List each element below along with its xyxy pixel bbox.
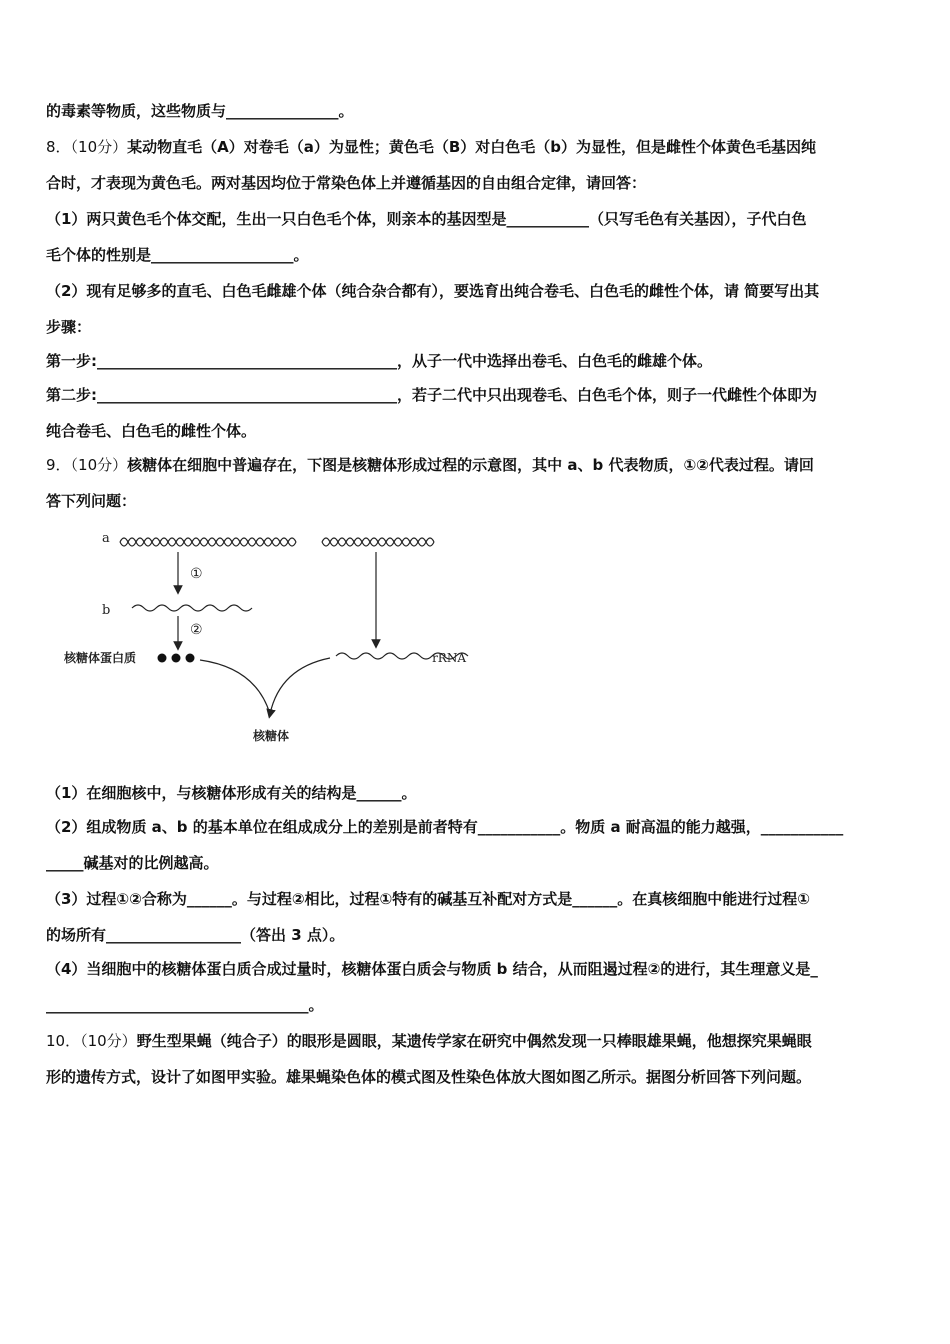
question-text: 核糖体在细胞中普遍存在，下图是核糖体形成过程的示意图，其中 a、b 代表物质，①②代表过程。请回 [127, 456, 814, 474]
question-10-line-2: 形的遗传方式，设计了如图甲实验。雄果蝇染色体的模式图及性染色体放大图如图乙所示。据图分析回答下列问题。 [46, 1068, 812, 1086]
label-b: b [102, 603, 111, 618]
q8-step2-line: 第二步:________________________________________，若子二代中只出现卷毛、白色毛个体，则子一代雌性个体即为 [46, 386, 818, 404]
question-text: 野生型果蝇（纯合子）的眼形是圆眼，某遗传学家在研究中偶然发现一只棒眼雄果蝇，他想探究果蝇眼 [136, 1032, 812, 1050]
protein-dot [186, 654, 195, 663]
q7-tail-line: 的毒素等物质，这些物质与_______________。 [46, 102, 354, 120]
question-text: 某动物直毛（A）对卷毛（a）为显性；黄色毛（B）对白色毛（b）为显性，但是雌性个体黄色毛基因纯 [127, 138, 817, 156]
label-ribosomal-protein: 核糖体蛋白质 [64, 651, 137, 665]
question-9-line-2: 答下列问题： [46, 492, 137, 510]
q9-part2-line-2: _____碱基对的比例越高。 [46, 854, 219, 872]
mrna-strand-b [132, 605, 252, 611]
protein-dot [172, 654, 181, 663]
ribosome-formation-diagram [60, 528, 480, 748]
q9-part4-line-1: （4）当细胞中的核糖体蛋白质合成过量时，核糖体蛋白质会与物质 b 结合，从而阻遏过程②的进行，其生理意义是_ [46, 960, 818, 978]
question-10-line-1 [46, 1030, 906, 1052]
q9-part3-line-2: 的场所有__________________（答出 3 点）。 [46, 926, 345, 944]
arc-rrna-to-ribosome [270, 658, 330, 714]
label-a: a [102, 531, 110, 546]
q9-part4-line-2: ___________________________________。 [46, 996, 324, 1014]
q8-part1-line-1: （1）两只黄色毛个体交配，生出一只白色毛个体，则亲本的基因型是___________（只写毛色有关基因），子代白色 [46, 210, 807, 228]
protein-dot [158, 654, 167, 663]
q8-part2-line-2: 步骤： [46, 318, 92, 336]
label-step-2: ② [190, 622, 203, 638]
question-number: 8．（10分） [46, 138, 128, 156]
q9-part2-line-1: （2）组成物质 a、b 的基本单位在组成成分上的差别是前者特有___________。物质 a 耐高温的能力越强，___________ [46, 818, 844, 836]
label-step-1: ① [190, 566, 203, 582]
question-8-line-2: 合时，才表现为黄色毛。两对基因均位于常染色体上并遵循基因的自由组合定律，请回答： [46, 174, 647, 192]
q8-step-conclusion: 纯合卷毛、白色毛的雌性个体。 [46, 422, 257, 440]
q9-part3-line-1: （3）过程①②合称为______。与过程②相比，过程①特有的碱基互补配对方式是______。在真核细胞中能进行过程① [46, 890, 810, 908]
q9-part1-line: （1）在细胞核中，与核糖体形成有关的结构是______。 [46, 784, 417, 802]
question-number: 9．（10分） [46, 456, 128, 474]
q8-step1-line: 第一步:________________________________________，从子一代中选择出卷毛、白色毛的雌雄个体。 [46, 352, 713, 370]
dna-double-helix-left [120, 538, 296, 546]
dna-double-helix-right [322, 538, 434, 546]
question-number: 10．（10分） [46, 1032, 137, 1050]
label-ribosome: 核糖体 [253, 729, 290, 743]
q8-part1-line-2: 毛个体的性别是___________________。 [46, 246, 309, 264]
question-9-line-1 [46, 454, 906, 476]
question-8-line-1 [46, 136, 906, 158]
label-rrna: rRNA [432, 651, 466, 665]
arc-protein-to-ribosome [200, 660, 270, 714]
q8-part2-line-1: （2）现有足够多的直毛、白色毛雌雄个体（纯合杂合都有），要选育出纯合卷毛、白色毛的雌性个体，请 简要写出其 [46, 282, 820, 300]
